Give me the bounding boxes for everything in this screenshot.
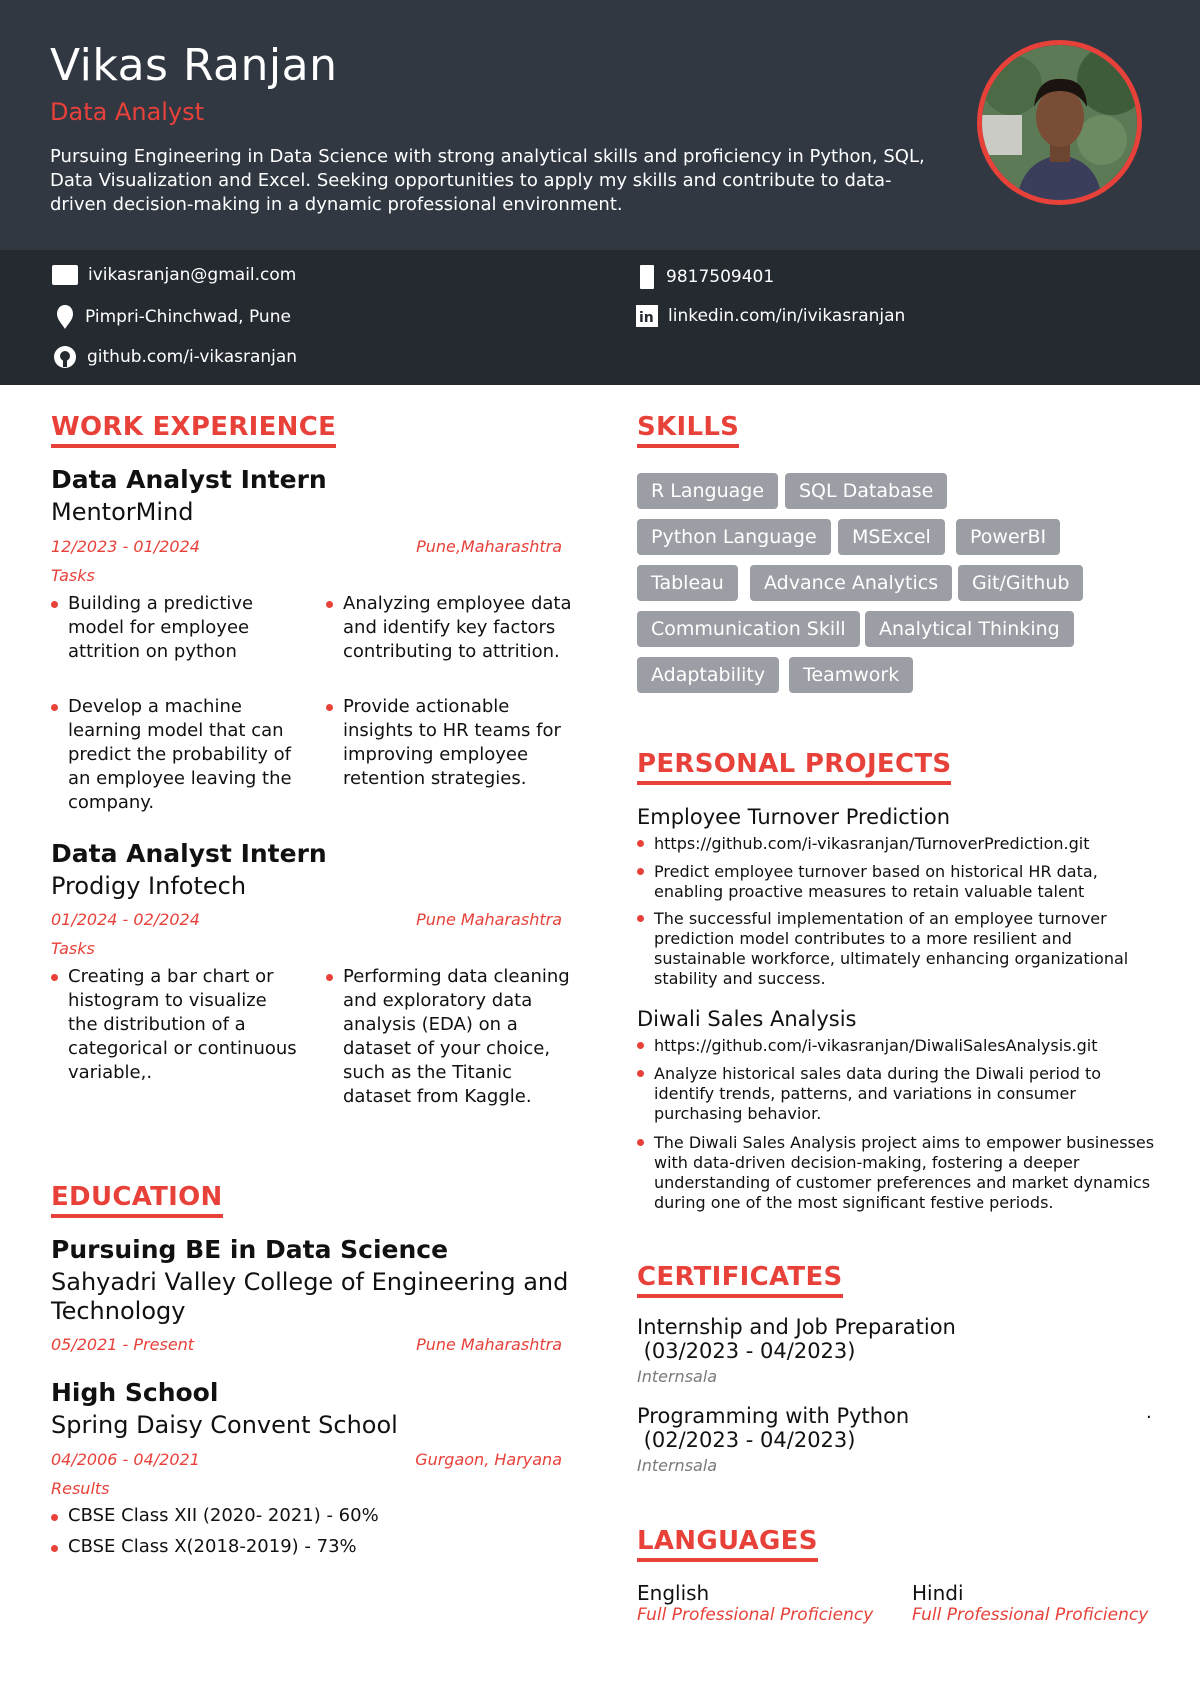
task-item: Analyzing employee data and identify key factors contributing to attrition. [326,592,583,664]
project-title: Employee Turnover Prediction [637,805,951,829]
languages-heading: LANGUAGES [637,1526,818,1562]
project-bullet: Analyze historical sales data during the Diwali period to identify trends, patterns, and variations in consumer purchasing behavior. [637,1064,1159,1124]
job-title: Data Analyst Intern [51,465,327,494]
linkedin-icon [636,305,658,327]
education-location: Pune Maharashtra [416,1335,562,1354]
profile-photo [977,40,1142,205]
skill-tag: SQL Database [785,473,947,509]
certificate-dates: (03/2023 - 04/2023) [637,1339,856,1363]
language-name: English [637,1581,710,1605]
skill-tag: Analytical Thinking [865,611,1074,647]
skill-tag: Python Language [637,519,831,555]
project-bullet: Predict employee turnover based on historical HR data, enabling proactive measures to retain valuable talent [637,862,1159,902]
job-dates: 12/2023 - 01/2024 [51,537,200,556]
school-name: Spring Daisy Convent School [51,1411,398,1439]
certificate-title [637,1404,909,1452]
project-link[interactable]: https://github.com/i-vikasranjan/TurnoverPrediction.git [637,834,1159,854]
skill-tag: Teamwork [789,657,913,693]
job-title: Data Analyst Intern [51,839,327,868]
email-text: ivikasranjan@gmail.com [88,265,297,285]
results-label: Results [51,1479,110,1498]
candidate-title: Data Analyst [50,98,205,126]
job-company: Prodigy Infotech [51,872,247,900]
skill-tag: MSExcel [838,519,945,555]
location-text: Pimpri-Chinchwad, Pune [85,307,291,327]
email-icon [52,265,78,285]
certificate-name: Programming with Python [637,1404,910,1428]
task-item: Creating a bar chart or histogram to visualize the distribution of a categorical or continuous variable,. [51,965,298,1085]
education-dates: 05/2021 - Present [51,1335,195,1354]
work-experience-heading: WORK EXPERIENCE [51,412,336,448]
language-level: Full Professional Proficiency [637,1605,874,1625]
contact-email[interactable] [52,265,296,285]
job-location: Pune Maharashtra [416,910,562,929]
contact-phone[interactable] [638,265,774,289]
education-heading: EDUCATION [51,1182,223,1218]
stray-mark: . [1146,1402,1152,1423]
svg-text:in: in [639,310,654,326]
language-level: Full Professional Proficiency [912,1605,1149,1625]
result-item: CBSE Class X(2018-2019) - 73% [51,1536,357,1557]
contact-bar [0,250,1200,385]
tasks-label: Tasks [51,939,95,958]
skill-tag: Tableau [637,565,738,601]
degree-title: Pursuing BE in Data Science [51,1235,449,1264]
skills-heading: SKILLS [637,412,739,448]
tasks-label: Tasks [51,566,95,585]
summary: Pursuing Engineering in Data Science with strong analytical skills and proficiency in Python, SQL, Data Visualization and Excel. Seeking opportunities to apply my skills and contribute to data-driven decision-making in a dynamic professional environment. [50,146,925,215]
school-name: Sahyadri Valley College of Engineering and Technology [51,1268,569,1325]
contact-github[interactable] [53,345,297,369]
language-name: Hindi [912,1581,964,1605]
github-text: github.com/i-vikasranjan [87,347,298,367]
phone-icon [638,265,656,289]
skill-tag: Adaptability [637,657,779,693]
degree-title: High School [51,1378,219,1407]
task-item: Provide actionable insights to HR teams for improving employee retention strategies. [326,695,583,791]
github-icon [53,345,77,369]
skill-tag: PowerBI [956,519,1060,555]
candidate-name: Vikas Ranjan [50,40,338,91]
skill-tag: Git/Github [958,565,1083,601]
task-item: Building a predictive model for employee attrition on python [51,592,308,664]
projects-heading: PERSONAL PROJECTS [637,749,951,785]
project-title: Diwali Sales Analysis [637,1007,857,1031]
contact-linkedin[interactable] [636,305,905,327]
certificates-heading: CERTIFICATES [637,1262,843,1298]
education-location: Gurgaon, Haryana [415,1450,562,1469]
job-company: MentorMind [51,498,194,526]
skill-tag: Advance Analytics [750,565,952,601]
job-dates: 01/2024 - 02/2024 [51,910,200,929]
skill-tag: R Language [637,473,778,509]
project-bullet: The Diwali Sales Analysis project aims to empower businesses with data-driven decision-making, fostering a deeper understanding of customer preferences and market dynamics during one of the most significant festive periods. [637,1133,1159,1213]
header [0,0,1200,250]
linkedin-text: linkedin.com/in/ivikasranjan [668,306,906,326]
location-pin-icon [55,305,75,329]
project-bullet: The successful implementation of an employee turnover prediction model contributes to a more resilient and sustainable workforce, ultimately enhancing organizational stability and success. [637,909,1159,989]
skill-tag: Communication Skill [637,611,860,647]
certificate-dates: (02/2023 - 04/2023) [637,1428,856,1452]
job-location: Pune,Maharashtra [416,537,562,556]
certificate-org: Internsala [637,1456,718,1475]
certificate-name: Internship and Job Preparation [637,1315,956,1339]
certificate-title [637,1315,956,1363]
project-link[interactable]: https://github.com/i-vikasranjan/DiwaliSalesAnalysis.git [637,1036,1159,1056]
task-item: Develop a machine learning model that can predict the probability of an employee leaving the company. [51,695,308,815]
task-item: Performing data cleaning and exploratory data analysis (EDA) on a dataset of your choice, such as the Titanic dataset from Kaggle. [326,965,583,1109]
certificate-org: Internsala [637,1367,718,1386]
education-dates: 04/2006 - 04/2021 [51,1450,200,1469]
phone-text: 9817509401 [666,267,775,287]
result-item: CBSE Class XII (2020- 2021) - 60% [51,1505,379,1526]
contact-location [55,305,291,329]
avatar-icon [982,45,1137,200]
